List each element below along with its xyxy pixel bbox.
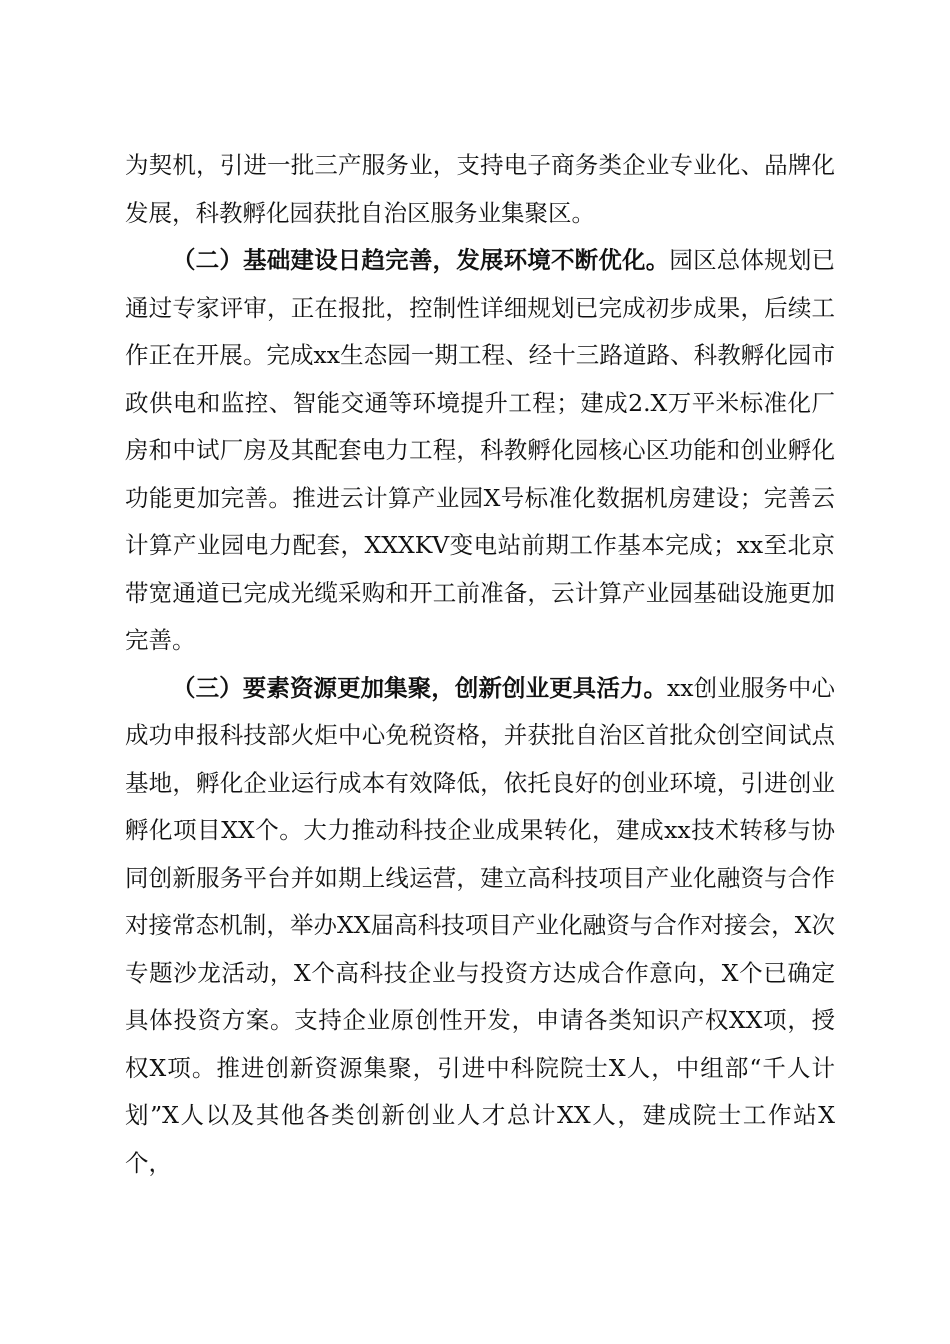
section-heading: （二）基础建设日趋完善，发展环境不断优化。 xyxy=(172,246,670,274)
paragraph-section-two xyxy=(125,237,835,665)
document-body xyxy=(125,142,835,1187)
section-heading: （三）要素资源更加集聚，创新创业更具活力。 xyxy=(172,673,668,702)
paragraph-continuation xyxy=(125,142,835,237)
paragraph-body: xx创业服务中心成功申报科技部火炬中心免税资格，并获批自治区首批众创空间试点基地，孵化企业运行成本有效降低，依托良好的创业环境，引进创业孵化项目XX个。大力推动科技企业成果转化，建成xx技术转移与协同创新服务平台并如期上线运营，建立高科技项目产业化融资与合作对接常态机制，举办XX届高科技项目产业化融资与合作对接会，X次专题沙龙活动，X个高科技企业与投资方达成合作意向，X个已确定具体投资方案。支持企业原创性开发，申请各类知识产权XX项，授权X项。推进创新资源集聚，引进中科院院士X人，中组部“千人计划”X人以及其他各类创新创业人才总计XX人，建成院士工作站X个， xyxy=(125,673,835,1177)
paragraph-section-three xyxy=(125,665,835,1188)
paragraph-body: 为契机，引进一批三产服务业，支持电子商务类企业专业化、品牌化发展，科教孵化园获批自治区服务业集聚区。 xyxy=(125,151,835,227)
paragraph-body: 园区总体规划已通过专家评审，正在报批，控制性详细规划已完成初步成果，后续工作正在开展。完成xx生态园一期工程、经十三路道路、科教孵化园市政供电和监控、智能交通等环境提升工程；建成2.X万平米标准化厂房和中试厂房及其配套电力工程，科教孵化园核心区功能和创业孵化功能更加完善。推进云计算产业园X号标准化数据机房建设；完善云计算产业园电力配套，XXXKV变电站前期工作基本完成；xx至北京带宽通道已完成光缆采购和开工前准备，云计算产业园基础设施更加完善。 xyxy=(125,246,836,654)
